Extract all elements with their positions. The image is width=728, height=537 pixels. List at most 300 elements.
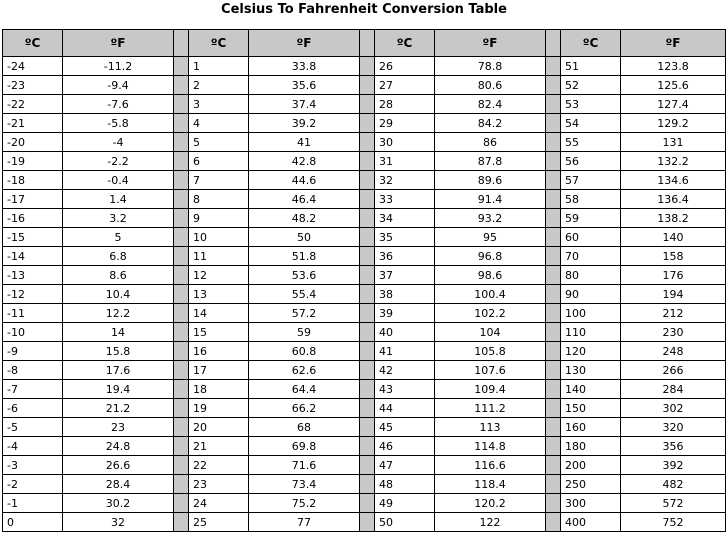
fahrenheit-cell: 138.2 <box>621 209 726 228</box>
celsius-cell: 30 <box>375 133 435 152</box>
celsius-cell: 46 <box>375 437 435 456</box>
table-row <box>3 475 726 494</box>
fahrenheit-cell: 140 <box>621 228 726 247</box>
fahrenheit-cell: 230 <box>621 323 726 342</box>
celsius-cell: 14 <box>189 304 249 323</box>
fahrenheit-cell: -0.4 <box>63 171 174 190</box>
fahrenheit-cell: -7.6 <box>63 95 174 114</box>
fahrenheit-cell: 71.6 <box>249 456 360 475</box>
fahrenheit-cell: 284 <box>621 380 726 399</box>
column-separator <box>174 57 189 76</box>
table-row <box>3 76 726 95</box>
celsius-cell: 20 <box>189 418 249 437</box>
column-separator <box>546 342 561 361</box>
celsius-cell: 70 <box>561 247 621 266</box>
fahrenheit-cell: 51.8 <box>249 247 360 266</box>
column-separator <box>360 342 375 361</box>
fahrenheit-cell: 176 <box>621 266 726 285</box>
celsius-cell: -9 <box>3 342 63 361</box>
fahrenheit-cell: 17.6 <box>63 361 174 380</box>
column-separator <box>360 76 375 95</box>
celsius-cell: 100 <box>561 304 621 323</box>
column-separator <box>360 247 375 266</box>
fahrenheit-cell: 66.2 <box>249 399 360 418</box>
column-separator <box>174 513 189 532</box>
celsius-cell: 32 <box>375 171 435 190</box>
celsius-cell: -20 <box>3 133 63 152</box>
celsius-cell: 90 <box>561 285 621 304</box>
fahrenheit-cell: 80.6 <box>435 76 546 95</box>
column-separator <box>360 266 375 285</box>
celsius-cell: 5 <box>189 133 249 152</box>
celsius-cell: 51 <box>561 57 621 76</box>
celsius-cell: 40 <box>375 323 435 342</box>
column-separator <box>546 361 561 380</box>
fahrenheit-cell: 356 <box>621 437 726 456</box>
table-row <box>3 513 726 532</box>
celsius-cell: 17 <box>189 361 249 380</box>
celsius-cell: 60 <box>561 228 621 247</box>
fahrenheit-cell: 68 <box>249 418 360 437</box>
fahrenheit-cell: 136.4 <box>621 190 726 209</box>
table-row <box>3 133 726 152</box>
celsius-cell: -16 <box>3 209 63 228</box>
celsius-cell: -10 <box>3 323 63 342</box>
celsius-cell: -22 <box>3 95 63 114</box>
fahrenheit-cell: 91.4 <box>435 190 546 209</box>
celsius-cell: 160 <box>561 418 621 437</box>
fahrenheit-header: ºF <box>621 30 726 57</box>
column-separator <box>360 513 375 532</box>
celsius-cell: 49 <box>375 494 435 513</box>
celsius-cell: 56 <box>561 152 621 171</box>
column-separator <box>360 399 375 418</box>
table-row <box>3 399 726 418</box>
fahrenheit-cell: 53.6 <box>249 266 360 285</box>
fahrenheit-cell: 24.8 <box>63 437 174 456</box>
fahrenheit-cell: 73.4 <box>249 475 360 494</box>
table-row <box>3 456 726 475</box>
table-body <box>3 57 726 532</box>
celsius-cell: 19 <box>189 399 249 418</box>
celsius-cell: 1 <box>189 57 249 76</box>
celsius-cell: 58 <box>561 190 621 209</box>
celsius-cell: 41 <box>375 342 435 361</box>
fahrenheit-cell: 212 <box>621 304 726 323</box>
column-separator <box>360 494 375 513</box>
column-separator <box>546 399 561 418</box>
fahrenheit-cell: 26.6 <box>63 456 174 475</box>
fahrenheit-cell: 55.4 <box>249 285 360 304</box>
fahrenheit-cell: 35.6 <box>249 76 360 95</box>
fahrenheit-cell: 320 <box>621 418 726 437</box>
celsius-cell: 15 <box>189 323 249 342</box>
column-separator <box>174 152 189 171</box>
column-separator <box>174 437 189 456</box>
celsius-cell: 37 <box>375 266 435 285</box>
fahrenheit-cell: -11.2 <box>63 57 174 76</box>
table-row <box>3 171 726 190</box>
fahrenheit-cell: 44.6 <box>249 171 360 190</box>
celsius-cell: 28 <box>375 95 435 114</box>
column-separator <box>174 380 189 399</box>
column-separator <box>360 190 375 209</box>
celsius-cell: 34 <box>375 209 435 228</box>
fahrenheit-cell: 248 <box>621 342 726 361</box>
fahrenheit-cell: 158 <box>621 247 726 266</box>
celsius-cell: 120 <box>561 342 621 361</box>
celsius-cell: 44 <box>375 399 435 418</box>
fahrenheit-cell: -2.2 <box>63 152 174 171</box>
column-separator <box>174 399 189 418</box>
header-row <box>3 30 726 57</box>
celsius-cell: 7 <box>189 171 249 190</box>
celsius-header: ºC <box>3 30 63 57</box>
celsius-cell: 50 <box>375 513 435 532</box>
fahrenheit-cell: 75.2 <box>249 494 360 513</box>
fahrenheit-cell: 77 <box>249 513 360 532</box>
fahrenheit-cell: 59 <box>249 323 360 342</box>
column-separator <box>546 133 561 152</box>
column-separator <box>174 285 189 304</box>
celsius-cell: 12 <box>189 266 249 285</box>
celsius-cell: 23 <box>189 475 249 494</box>
column-separator <box>360 171 375 190</box>
fahrenheit-cell: 69.8 <box>249 437 360 456</box>
fahrenheit-cell: 98.6 <box>435 266 546 285</box>
fahrenheit-cell: 33.8 <box>249 57 360 76</box>
column-separator <box>360 456 375 475</box>
celsius-cell: 22 <box>189 456 249 475</box>
column-separator <box>360 133 375 152</box>
celsius-cell: -12 <box>3 285 63 304</box>
column-separator <box>546 494 561 513</box>
celsius-cell: 140 <box>561 380 621 399</box>
fahrenheit-cell: 84.2 <box>435 114 546 133</box>
table-row <box>3 95 726 114</box>
fahrenheit-cell: 3.2 <box>63 209 174 228</box>
fahrenheit-cell: 125.6 <box>621 76 726 95</box>
fahrenheit-cell: 100.4 <box>435 285 546 304</box>
fahrenheit-cell: 14 <box>63 323 174 342</box>
column-separator <box>546 152 561 171</box>
fahrenheit-cell: 392 <box>621 456 726 475</box>
fahrenheit-cell: 102.2 <box>435 304 546 323</box>
column-separator <box>546 380 561 399</box>
celsius-cell: 180 <box>561 437 621 456</box>
fahrenheit-cell: 87.8 <box>435 152 546 171</box>
celsius-cell: 33 <box>375 190 435 209</box>
column-separator <box>546 247 561 266</box>
fahrenheit-cell: 64.4 <box>249 380 360 399</box>
celsius-cell: -18 <box>3 171 63 190</box>
column-separator <box>546 323 561 342</box>
table-row <box>3 494 726 513</box>
celsius-cell: -5 <box>3 418 63 437</box>
column-separator <box>174 190 189 209</box>
fahrenheit-cell: 15.8 <box>63 342 174 361</box>
column-separator <box>360 57 375 76</box>
column-separator <box>174 361 189 380</box>
fahrenheit-cell: 131 <box>621 133 726 152</box>
table-row <box>3 361 726 380</box>
celsius-cell: -7 <box>3 380 63 399</box>
fahrenheit-cell: 5 <box>63 228 174 247</box>
column-separator <box>174 323 189 342</box>
table-row <box>3 57 726 76</box>
celsius-header: ºC <box>375 30 435 57</box>
fahrenheit-cell: 107.6 <box>435 361 546 380</box>
column-separator <box>546 418 561 437</box>
celsius-cell: -24 <box>3 57 63 76</box>
table-row <box>3 323 726 342</box>
celsius-header: ºC <box>561 30 621 57</box>
celsius-cell: -13 <box>3 266 63 285</box>
fahrenheit-cell: 19.4 <box>63 380 174 399</box>
celsius-cell: -15 <box>3 228 63 247</box>
fahrenheit-cell: 42.8 <box>249 152 360 171</box>
celsius-cell: 35 <box>375 228 435 247</box>
column-separator <box>360 323 375 342</box>
celsius-cell: 80 <box>561 266 621 285</box>
celsius-cell: 55 <box>561 133 621 152</box>
fahrenheit-cell: 37.4 <box>249 95 360 114</box>
celsius-cell: 57 <box>561 171 621 190</box>
fahrenheit-cell: 116.6 <box>435 456 546 475</box>
column-separator <box>360 418 375 437</box>
column-separator <box>546 266 561 285</box>
table-row <box>3 152 726 171</box>
fahrenheit-cell: 134.6 <box>621 171 726 190</box>
celsius-cell: 2 <box>189 76 249 95</box>
celsius-cell: -21 <box>3 114 63 133</box>
column-separator <box>546 209 561 228</box>
celsius-cell: 25 <box>189 513 249 532</box>
fahrenheit-cell: 118.4 <box>435 475 546 494</box>
table-row <box>3 266 726 285</box>
fahrenheit-cell: 96.8 <box>435 247 546 266</box>
celsius-cell: -17 <box>3 190 63 209</box>
conversion-table <box>2 29 726 532</box>
column-separator <box>174 456 189 475</box>
fahrenheit-cell: 10.4 <box>63 285 174 304</box>
column-separator <box>360 437 375 456</box>
celsius-cell: -19 <box>3 152 63 171</box>
fahrenheit-cell: 105.8 <box>435 342 546 361</box>
fahrenheit-cell: 302 <box>621 399 726 418</box>
fahrenheit-cell: 60.8 <box>249 342 360 361</box>
fahrenheit-cell: 114.8 <box>435 437 546 456</box>
column-separator <box>174 171 189 190</box>
table-row <box>3 437 726 456</box>
column-separator <box>174 304 189 323</box>
celsius-cell: 150 <box>561 399 621 418</box>
column-separator <box>360 304 375 323</box>
column-separator <box>174 76 189 95</box>
fahrenheit-cell: -4 <box>63 133 174 152</box>
celsius-cell: 48 <box>375 475 435 494</box>
fahrenheit-cell: 46.4 <box>249 190 360 209</box>
table-row <box>3 190 726 209</box>
column-separator <box>174 209 189 228</box>
column-separator <box>360 95 375 114</box>
celsius-header: ºC <box>189 30 249 57</box>
celsius-cell: 38 <box>375 285 435 304</box>
celsius-cell: 3 <box>189 95 249 114</box>
celsius-cell: -8 <box>3 361 63 380</box>
column-separator <box>546 456 561 475</box>
fahrenheit-cell: 86 <box>435 133 546 152</box>
celsius-cell: 59 <box>561 209 621 228</box>
celsius-cell: 45 <box>375 418 435 437</box>
column-separator <box>360 380 375 399</box>
celsius-cell: 10 <box>189 228 249 247</box>
fahrenheit-cell: 32 <box>63 513 174 532</box>
column-separator <box>546 475 561 494</box>
celsius-cell: 6 <box>189 152 249 171</box>
fahrenheit-cell: 82.4 <box>435 95 546 114</box>
celsius-cell: 27 <box>375 76 435 95</box>
celsius-cell: -4 <box>3 437 63 456</box>
fahrenheit-cell: 95 <box>435 228 546 247</box>
fahrenheit-header: ºF <box>249 30 360 57</box>
column-separator <box>174 30 189 57</box>
celsius-cell: 53 <box>561 95 621 114</box>
fahrenheit-cell: 104 <box>435 323 546 342</box>
celsius-cell: -14 <box>3 247 63 266</box>
fahrenheit-cell: 8.6 <box>63 266 174 285</box>
fahrenheit-cell: 132.2 <box>621 152 726 171</box>
fahrenheit-header: ºF <box>63 30 174 57</box>
celsius-cell: 13 <box>189 285 249 304</box>
fahrenheit-cell: 93.2 <box>435 209 546 228</box>
celsius-cell: 42 <box>375 361 435 380</box>
column-separator <box>546 76 561 95</box>
fahrenheit-cell: 39.2 <box>249 114 360 133</box>
celsius-cell: -1 <box>3 494 63 513</box>
column-separator <box>546 95 561 114</box>
fahrenheit-cell: 266 <box>621 361 726 380</box>
fahrenheit-cell: 78.8 <box>435 57 546 76</box>
fahrenheit-cell: 482 <box>621 475 726 494</box>
column-separator <box>360 475 375 494</box>
celsius-cell: -11 <box>3 304 63 323</box>
column-separator <box>360 152 375 171</box>
celsius-cell: 39 <box>375 304 435 323</box>
celsius-cell: 31 <box>375 152 435 171</box>
column-separator <box>360 285 375 304</box>
column-separator <box>360 209 375 228</box>
fahrenheit-cell: 6.8 <box>63 247 174 266</box>
column-separator <box>546 513 561 532</box>
celsius-cell: 16 <box>189 342 249 361</box>
table-row <box>3 380 726 399</box>
celsius-cell: 9 <box>189 209 249 228</box>
table-row <box>3 304 726 323</box>
celsius-cell: 11 <box>189 247 249 266</box>
celsius-cell: -23 <box>3 76 63 95</box>
celsius-cell: 26 <box>375 57 435 76</box>
fahrenheit-cell: 120.2 <box>435 494 546 513</box>
celsius-cell: -6 <box>3 399 63 418</box>
page-title: Celsius To Fahrenheit Conversion Table <box>221 2 507 17</box>
table-row <box>3 209 726 228</box>
column-separator <box>546 285 561 304</box>
fahrenheit-cell: 109.4 <box>435 380 546 399</box>
celsius-cell: 29 <box>375 114 435 133</box>
column-separator <box>546 171 561 190</box>
column-separator <box>174 114 189 133</box>
fahrenheit-cell: 57.2 <box>249 304 360 323</box>
celsius-cell: 43 <box>375 380 435 399</box>
table-row <box>3 247 726 266</box>
fahrenheit-cell: 1.4 <box>63 190 174 209</box>
celsius-cell: 36 <box>375 247 435 266</box>
column-separator <box>360 30 375 57</box>
celsius-cell: 18 <box>189 380 249 399</box>
column-separator <box>174 418 189 437</box>
celsius-cell: 24 <box>189 494 249 513</box>
column-separator <box>174 475 189 494</box>
celsius-cell: 4 <box>189 114 249 133</box>
fahrenheit-cell: 21.2 <box>63 399 174 418</box>
column-separator <box>174 266 189 285</box>
fahrenheit-cell: 129.2 <box>621 114 726 133</box>
column-separator <box>546 30 561 57</box>
celsius-cell: 110 <box>561 323 621 342</box>
fahrenheit-cell: 123.8 <box>621 57 726 76</box>
fahrenheit-cell: 89.6 <box>435 171 546 190</box>
fahrenheit-cell: 30.2 <box>63 494 174 513</box>
celsius-cell: -3 <box>3 456 63 475</box>
fahrenheit-cell: 28.4 <box>63 475 174 494</box>
column-separator <box>546 114 561 133</box>
column-separator <box>174 342 189 361</box>
celsius-cell: 21 <box>189 437 249 456</box>
fahrenheit-cell: 48.2 <box>249 209 360 228</box>
celsius-cell: 250 <box>561 475 621 494</box>
fahrenheit-cell: -5.8 <box>63 114 174 133</box>
table-row <box>3 342 726 361</box>
fahrenheit-cell: 12.2 <box>63 304 174 323</box>
fahrenheit-cell: -9.4 <box>63 76 174 95</box>
celsius-cell: 130 <box>561 361 621 380</box>
column-separator <box>174 95 189 114</box>
fahrenheit-cell: 50 <box>249 228 360 247</box>
fahrenheit-cell: 127.4 <box>621 95 726 114</box>
column-separator <box>546 57 561 76</box>
column-separator <box>174 247 189 266</box>
fahrenheit-cell: 113 <box>435 418 546 437</box>
fahrenheit-cell: 752 <box>621 513 726 532</box>
table-row <box>3 418 726 437</box>
column-separator <box>360 361 375 380</box>
column-separator <box>174 494 189 513</box>
fahrenheit-cell: 194 <box>621 285 726 304</box>
fahrenheit-cell: 572 <box>621 494 726 513</box>
column-separator <box>360 228 375 247</box>
column-separator <box>174 133 189 152</box>
celsius-cell: 8 <box>189 190 249 209</box>
celsius-cell: 54 <box>561 114 621 133</box>
fahrenheit-cell: 62.6 <box>249 361 360 380</box>
column-separator <box>360 114 375 133</box>
table-row <box>3 228 726 247</box>
fahrenheit-header: ºF <box>435 30 546 57</box>
table-row <box>3 114 726 133</box>
celsius-cell: 0 <box>3 513 63 532</box>
column-separator <box>174 228 189 247</box>
